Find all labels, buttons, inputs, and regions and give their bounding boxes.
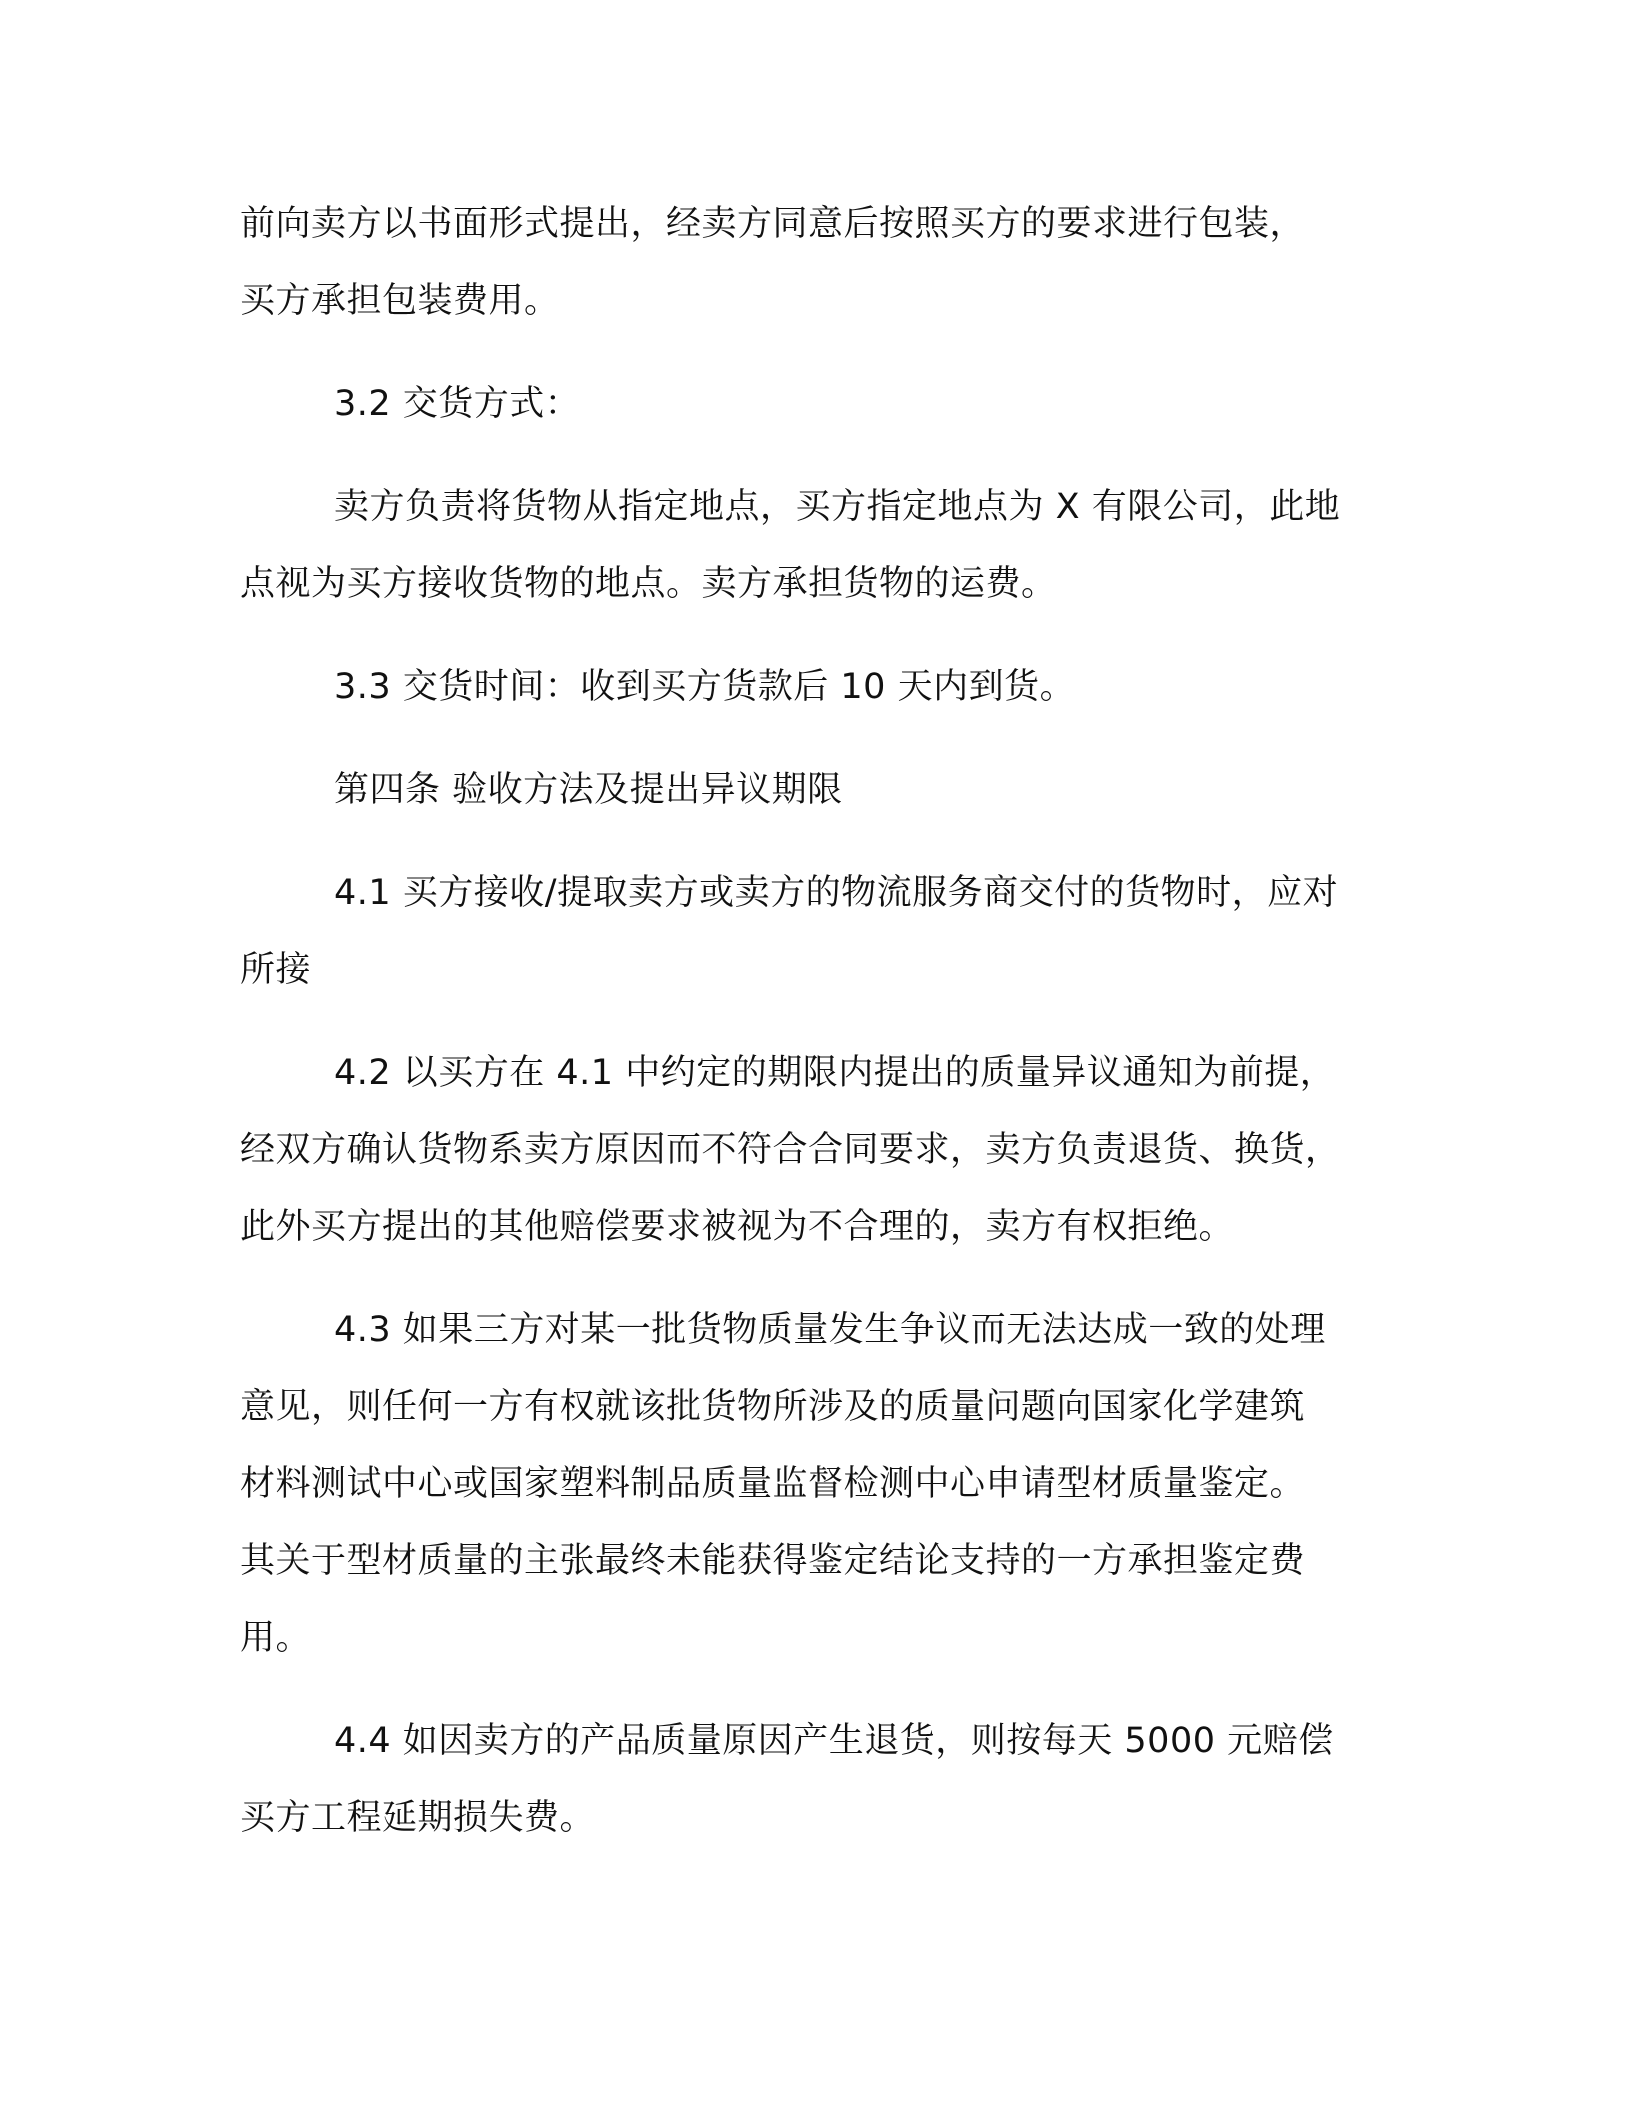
text-line: 用。	[240, 1618, 312, 1658]
text-line: 4.3 如果三方对某一批货物质量发生争议而无法达成一致的处理	[334, 1310, 1326, 1350]
text-line: 第四条 验收方法及提出异议期限	[334, 770, 843, 810]
paragraph-4-1	[240, 855, 1390, 1009]
text-line: 此外买方提出的其他赔偿要求被视为不合理的，卖方有权拒绝。	[240, 1207, 1235, 1247]
document-body	[240, 186, 1390, 1883]
text-line: 卖方负责将货物从指定地点，买方指定地点为 X 有限公司，此地	[334, 487, 1341, 527]
text-line: 4.2 以买方在 4.1 中约定的期限内提出的质量异议通知为前提，	[334, 1053, 1336, 1093]
text-line: 所接	[240, 950, 312, 990]
text-line: 点视为买方接收货物的地点。卖方承担货物的运费。	[240, 564, 1057, 604]
paragraph-4-2	[240, 1035, 1390, 1266]
text-line: 3.2 交货方式：	[334, 384, 581, 424]
paragraph-delivery-time	[240, 649, 1390, 726]
section-heading-article-4	[240, 752, 1390, 829]
text-line: 4.4 如因卖方的产品质量原因产生退货，则按每天 5000 元赔偿	[334, 1721, 1334, 1761]
text-line: 4.1 买方接收/提取卖方或卖方的物流服务商交付的货物时，应对	[334, 873, 1339, 913]
text-line: 3.3 交货时间：收到买方货款后 10 天内到货。	[334, 667, 1076, 707]
text-line: 买方承担包装费用。	[240, 281, 560, 321]
paragraph-4-3	[240, 1292, 1390, 1677]
paragraph-packaging-continuation	[240, 186, 1390, 340]
text-line: 材料测试中心或国家塑料制品质量监督检测中心申请型材质量鉴定。	[240, 1464, 1306, 1504]
text-line: 意见，则任何一方有权就该批货物所涉及的质量问题向国家化学建筑	[240, 1387, 1306, 1427]
text-line: 经双方确认货物系卖方原因而不符合合同要求，卖方负责退货、换货，	[240, 1130, 1341, 1170]
text-line: 买方工程延期损失费。	[240, 1798, 596, 1838]
text-line: 其关于型材质量的主张最终未能获得鉴定结论支持的一方承担鉴定费	[240, 1541, 1306, 1581]
text-line: 前向卖方以书面形式提出，经卖方同意后按照买方的要求进行包装，	[240, 204, 1306, 244]
paragraph-delivery-method-heading	[240, 366, 1390, 443]
paragraph-4-4	[240, 1703, 1390, 1857]
paragraph-delivery-method	[240, 469, 1390, 623]
